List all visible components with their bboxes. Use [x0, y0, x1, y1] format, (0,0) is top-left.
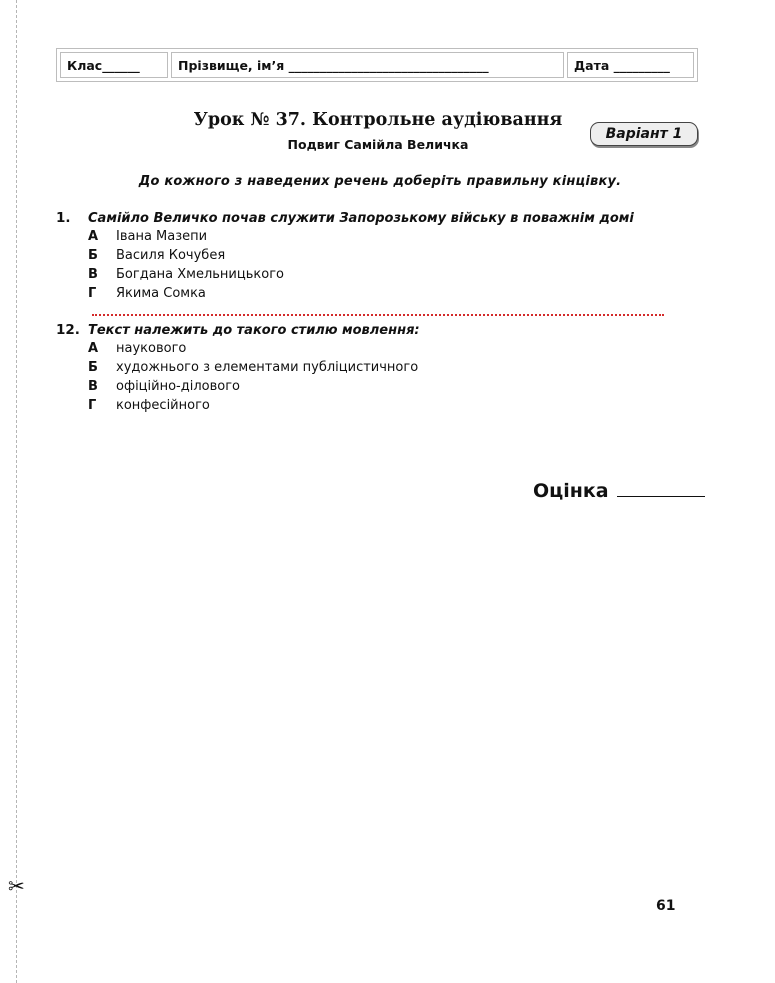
- option-letter: Б: [88, 248, 98, 263]
- answer-option[interactable]: [56, 248, 716, 267]
- option-text: художнього з елементами публіцистичного: [116, 360, 419, 375]
- option-text: Богдана Хмельницького: [116, 267, 284, 282]
- class-field[interactable]: Клас______: [60, 52, 168, 78]
- option-text: Івана Мазепи: [116, 229, 208, 244]
- answer-option[interactable]: [56, 286, 716, 305]
- option-letter: Г: [88, 286, 97, 301]
- option-letter: В: [88, 379, 98, 394]
- answer-option[interactable]: [56, 360, 716, 379]
- grade-label: Оцінка: [533, 480, 609, 502]
- variant-badge: Варіант 1: [590, 122, 698, 146]
- grade-field: [533, 480, 705, 502]
- question-number: 12.: [56, 322, 80, 338]
- answer-option[interactable]: [56, 267, 716, 286]
- option-letter: А: [88, 229, 99, 244]
- option-letter: Б: [88, 360, 98, 375]
- option-letter: Г: [88, 398, 97, 413]
- student-info-header: [56, 48, 698, 82]
- answer-option[interactable]: [56, 229, 716, 248]
- option-text: конфесійного: [116, 398, 210, 413]
- answer-option[interactable]: [56, 398, 716, 417]
- option-text: Василя Кочубея: [116, 248, 226, 263]
- question-12: [56, 322, 716, 417]
- name-field[interactable]: Прізвище, ім’я ________________________________: [171, 52, 564, 78]
- answer-option[interactable]: [56, 379, 716, 398]
- option-text: офіційно-ділового: [116, 379, 240, 394]
- question-text: Самійло Величко почав служити Запорозькому війську в поважнім домі: [88, 211, 634, 226]
- cut-line: [16, 0, 17, 983]
- grade-blank[interactable]: [617, 480, 705, 497]
- question-1: [56, 210, 716, 305]
- dotted-separator: [92, 314, 664, 316]
- option-letter: А: [88, 341, 99, 356]
- question-text: Текст належить до такого стилю мовлення:: [88, 323, 420, 338]
- option-text: наукового: [116, 341, 187, 356]
- lesson-subtitle: Подвиг Самійла Величка: [287, 137, 469, 152]
- answer-option[interactable]: [56, 341, 716, 360]
- instruction-text: До кожного з наведених речень доберіть правильну кінцівку.: [138, 174, 622, 189]
- date-field[interactable]: Дата _________: [567, 52, 694, 78]
- scissors-icon: ✂: [8, 874, 25, 898]
- option-letter: В: [88, 267, 98, 282]
- option-text: Якима Сомка: [116, 286, 206, 301]
- lesson-title: Урок № 37. Контрольне аудіювання: [193, 110, 563, 130]
- question-number: 1.: [56, 210, 71, 226]
- page-number: 61: [656, 898, 676, 914]
